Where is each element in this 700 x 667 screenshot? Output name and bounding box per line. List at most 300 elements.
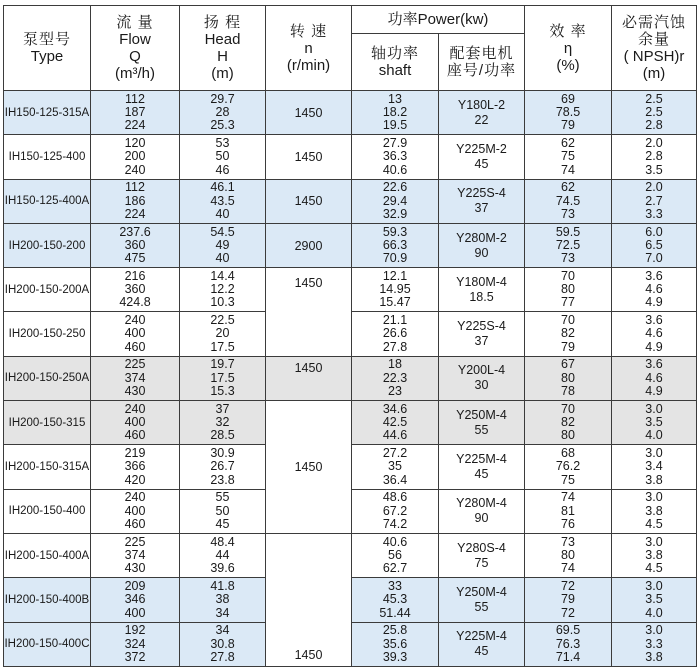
shaft-power-cell-value: 23 [388, 384, 402, 399]
npsh-cell-value: 3.0 [645, 490, 663, 505]
speed-value: 1450 [294, 149, 323, 164]
npsh-cell [612, 179, 697, 223]
npsh-cell-value: 7.0 [645, 251, 663, 266]
npsh-cell-value: 2.7 [645, 193, 663, 208]
head-cell-value: 22.5 [210, 313, 235, 328]
head-cell [180, 312, 266, 356]
npsh-cell [612, 356, 697, 400]
flow-cell [91, 135, 180, 179]
npsh-cell-value: 6.0 [645, 224, 663, 239]
efficiency-cell-value: 62 [561, 180, 575, 195]
motor-frame: Y225S-4 [457, 319, 506, 334]
model-cell: IH200-150-315A [4, 445, 91, 489]
flow-cell-value: 225 [124, 357, 146, 372]
model-cell: IH200-150-400 [4, 489, 91, 533]
efficiency-cell-value: 73 [561, 206, 575, 221]
table-row [4, 268, 697, 312]
motor-power: 55 [474, 422, 489, 437]
model-cell: IH200-150-200 [4, 223, 91, 267]
flow-cell-value: 209 [124, 578, 146, 593]
efficiency-cell-value: 82 [561, 326, 575, 341]
flow-cell [91, 223, 180, 267]
flow-cell-value: 360 [124, 237, 146, 252]
flow-cell-value: 192 [124, 623, 146, 638]
head-cell-value: 15.3 [210, 384, 235, 399]
npsh-cell-value: 4.5 [645, 516, 663, 531]
head-cell [180, 489, 266, 533]
head-cell-value: 40 [215, 251, 230, 266]
npsh-cell [612, 622, 697, 666]
speed-value: 1450 [294, 194, 323, 209]
efficiency-cell [525, 223, 612, 267]
flow-cell-value: 475 [124, 251, 146, 266]
speed-value: 2900 [294, 238, 323, 253]
efficiency-cell-value: 75 [561, 472, 575, 487]
npsh-cell-value: 3.8 [645, 503, 663, 518]
motor-cell [439, 223, 525, 267]
motor-frame: Y250M-4 [456, 584, 507, 599]
head-cell-value: 28 [215, 105, 230, 119]
table-row [4, 401, 697, 445]
table-row [4, 91, 697, 135]
npsh-cell-value: 4.5 [645, 561, 663, 576]
motor-frame: Y225M-2 [456, 141, 507, 156]
npsh-cell [612, 91, 697, 135]
flow-cell [91, 401, 180, 445]
efficiency-cell [525, 312, 612, 356]
npsh-cell [612, 223, 697, 267]
flow-cell [91, 268, 180, 312]
efficiency-cell [525, 91, 612, 135]
head-cell [180, 179, 266, 223]
speed-value: 1450 [294, 360, 323, 375]
flow-cell-value: 216 [124, 268, 146, 283]
shaft-power-cell-value: 51.44 [379, 605, 411, 620]
npsh-cell-value: 2.0 [645, 136, 663, 150]
efficiency-cell-value: 80 [561, 428, 575, 443]
head-cell-value: 17.5 [210, 370, 235, 385]
motor-power: 90 [474, 245, 489, 260]
npsh-cell-value: 4.6 [645, 370, 663, 385]
motor-power: 45 [474, 156, 489, 171]
flow-cell-value: 200 [124, 149, 146, 164]
npsh-cell [612, 445, 697, 489]
head-cell-value: 49 [215, 237, 230, 252]
head-cell [180, 356, 266, 400]
motor-cell [439, 91, 525, 135]
header-head: 扬 程 Head H (m) [180, 6, 266, 91]
efficiency-cell [525, 401, 612, 445]
shaft-power-cell-value: 33 [388, 578, 402, 593]
flow-cell-value: 360 [124, 282, 146, 297]
efficiency-cell-value: 72 [561, 578, 575, 593]
flow-cell-value: 460 [124, 339, 146, 354]
header-model: 泵型号 Type [4, 6, 91, 91]
flow-cell-value: 112 [125, 91, 145, 106]
model-cell: IH200-150-400B [4, 578, 91, 622]
model-cell: IH200-150-250 [4, 312, 91, 356]
npsh-cell-value: 3.8 [645, 472, 663, 487]
head-cell-value: 48.4 [210, 534, 235, 549]
shaft-power-cell [352, 356, 439, 400]
model-cell: IH150-125-400A [4, 179, 91, 223]
shaft-power-cell-value: 42.5 [382, 415, 408, 430]
shaft-power-cell-value: 26.6 [382, 326, 408, 341]
efficiency-cell-value: 80 [561, 282, 575, 297]
motor-cell [439, 622, 525, 666]
head-cell-value: 43.5 [210, 193, 235, 208]
npsh-cell-value: 3.5 [645, 592, 663, 607]
speed-cell [266, 268, 352, 357]
head-cell-value: 46.1 [210, 180, 235, 195]
flow-cell [91, 356, 180, 400]
shaft-power-cell-value: 56 [388, 547, 402, 562]
efficiency-cell-value: 70 [561, 313, 575, 328]
shaft-power-cell-value: 13 [388, 91, 402, 106]
efficiency-cell-value: 72.5 [555, 237, 581, 252]
motor-frame: Y180L-2 [457, 97, 506, 112]
shaft-power-cell [352, 91, 439, 135]
flow-cell [91, 445, 180, 489]
efficiency-cell-value: 70 [561, 401, 575, 416]
motor-power: 45 [474, 467, 489, 482]
shaft-power-cell-value: 18.2 [382, 105, 408, 119]
motor-frame: Y200L-4 [457, 363, 506, 378]
npsh-cell-value: 4.9 [645, 295, 663, 310]
head-cell-value: 44 [215, 547, 230, 562]
flow-cell-value: 187 [124, 105, 146, 119]
shaft-power-cell [352, 401, 439, 445]
head-cell-value: 53 [215, 136, 230, 150]
head-cell-value: 23.8 [210, 472, 235, 487]
flow-cell-value: 460 [124, 428, 146, 443]
npsh-cell-value: 3.0 [645, 623, 663, 638]
shaft-power-cell [352, 223, 439, 267]
shaft-power-cell-value: 22.3 [382, 370, 408, 385]
head-cell [180, 622, 266, 666]
efficiency-cell-value: 73 [561, 534, 575, 549]
flow-cell-value: 237.6 [119, 224, 151, 239]
flow-cell [91, 179, 180, 223]
efficiency-cell-value: 79 [561, 592, 575, 607]
shaft-power-cell-value: 45.3 [382, 592, 408, 607]
head-cell-value: 50 [215, 149, 230, 164]
shaft-power-cell-value: 14.95 [379, 282, 411, 297]
speed-value: 1450 [294, 647, 323, 662]
speed-cell [266, 401, 352, 534]
speed-cell [266, 533, 352, 666]
efficiency-cell-value: 79 [561, 118, 575, 133]
efficiency-cell [525, 533, 612, 577]
shaft-power-cell [352, 179, 439, 223]
flow-cell-value: 460 [124, 516, 146, 531]
speed-cell [266, 223, 352, 267]
shaft-power-cell [352, 622, 439, 666]
npsh-cell-value: 3.6 [645, 313, 663, 328]
shaft-power-cell [352, 312, 439, 356]
motor-power: 90 [474, 511, 489, 526]
header-npsh: 必需汽蚀 余量 ( NPSH)r (m) [612, 6, 697, 91]
flow-cell-value: 420 [124, 472, 146, 487]
efficiency-cell-value: 74.5 [555, 193, 581, 208]
flow-cell-value: 346 [124, 592, 146, 607]
efficiency-cell-value: 74 [561, 490, 575, 505]
shaft-power-cell-value: 66.3 [382, 237, 408, 252]
table-body [4, 91, 697, 667]
npsh-cell-value: 3.4 [645, 459, 663, 474]
npsh-cell-value: 2.5 [645, 91, 663, 106]
motor-power: 30 [474, 378, 489, 393]
npsh-cell-value: 2.8 [645, 118, 663, 133]
efficiency-cell [525, 268, 612, 312]
efficiency-cell-value: 74 [561, 561, 575, 576]
motor-cell [439, 533, 525, 577]
head-cell [180, 445, 266, 489]
head-cell-value: 12.2 [210, 282, 235, 297]
shaft-power-cell-value: 39.3 [382, 649, 408, 664]
speed-cell [266, 179, 352, 223]
npsh-cell-value: 2.0 [645, 180, 663, 195]
table-row [4, 179, 697, 223]
flow-cell [91, 91, 180, 135]
head-cell-value: 26.7 [210, 459, 235, 474]
speed-value: 1450 [294, 276, 323, 291]
efficiency-cell-value: 78 [561, 384, 575, 399]
shaft-power-cell-value: 59.3 [382, 224, 408, 239]
efficiency-cell-value: 75 [561, 149, 575, 164]
table-row [4, 356, 697, 400]
npsh-cell-value: 4.0 [645, 428, 663, 443]
efficiency-cell-value: 69.5 [555, 623, 581, 638]
head-cell [180, 268, 266, 312]
efficiency-cell-value: 80 [561, 547, 575, 562]
flow-cell-value: 240 [124, 490, 146, 505]
head-cell [180, 401, 266, 445]
flow-cell-value: 400 [124, 605, 146, 620]
table-row [4, 223, 697, 267]
motor-power: 37 [474, 334, 489, 349]
npsh-cell [612, 578, 697, 622]
head-cell-value: 45 [215, 516, 230, 531]
npsh-cell [612, 268, 697, 312]
head-cell [180, 578, 266, 622]
motor-power: 45 [474, 644, 489, 659]
efficiency-cell-value: 82 [561, 415, 575, 430]
model-cell: IH200-150-400A [4, 533, 91, 577]
shaft-power-cell-value: 22.6 [382, 180, 408, 195]
flow-cell-value: 219 [124, 446, 146, 461]
efficiency-cell-value: 62 [561, 136, 575, 150]
npsh-cell-value: 4.6 [645, 282, 663, 297]
speed-cell [266, 356, 352, 400]
head-cell [180, 91, 266, 135]
shaft-power-cell-value: 15.47 [379, 295, 411, 310]
efficiency-cell [525, 445, 612, 489]
head-cell [180, 135, 266, 179]
flow-cell-value: 240 [124, 313, 146, 328]
shaft-power-cell-value: 25.8 [382, 623, 408, 638]
shaft-power-cell-value: 29.4 [382, 193, 408, 208]
npsh-cell-value: 4.6 [645, 326, 663, 341]
head-cell-value: 27.8 [210, 649, 235, 664]
efficiency-cell-value: 73 [561, 251, 575, 266]
flow-cell-value: 424.8 [119, 295, 151, 310]
header-shaft-power: 轴功率 shaft [352, 34, 439, 91]
motor-frame: Y280M-4 [456, 496, 507, 511]
head-cell-value: 28.5 [210, 428, 235, 443]
npsh-cell-value: 3.5 [645, 415, 663, 430]
head-cell-value: 39.6 [210, 561, 235, 576]
header-flow: 流 量 Flow Q (m³/h) [91, 6, 180, 91]
flow-cell-value: 374 [124, 547, 146, 562]
flow-cell [91, 312, 180, 356]
flow-cell-value: 225 [124, 534, 146, 549]
shaft-power-cell-value: 27.2 [382, 446, 408, 461]
shaft-power-cell-value: 44.6 [382, 428, 408, 443]
shaft-power-cell-value: 19.5 [382, 118, 408, 133]
efficiency-cell-value: 76.3 [555, 636, 581, 651]
header-power-group: 功率Power(kw) [352, 6, 525, 34]
efficiency-cell-value: 78.5 [555, 105, 581, 119]
npsh-cell [612, 401, 697, 445]
flow-cell [91, 578, 180, 622]
flow-cell-value: 186 [124, 193, 146, 208]
model-cell: IH150-125-315A [4, 91, 91, 135]
npsh-cell-value: 2.5 [645, 105, 663, 119]
flow-cell-value: 430 [124, 384, 146, 399]
shaft-power-cell-value: 36.3 [382, 149, 408, 164]
head-cell [180, 223, 266, 267]
shaft-power-cell-value: 35.6 [382, 636, 408, 651]
motor-frame: Y280S-4 [457, 540, 506, 555]
npsh-cell-value: 4.9 [645, 384, 663, 399]
shaft-power-cell-value: 74.2 [382, 516, 408, 531]
npsh-cell-value: 3.8 [645, 547, 663, 562]
head-cell-value: 30.9 [210, 446, 235, 461]
head-cell-value: 32 [215, 415, 230, 430]
npsh-cell-value: 3.6 [645, 268, 663, 283]
npsh-cell-value: 3.0 [645, 578, 663, 593]
npsh-cell [612, 312, 697, 356]
efficiency-cell [525, 578, 612, 622]
efficiency-cell-value: 81 [561, 503, 575, 518]
npsh-cell-value: 6.5 [645, 237, 663, 252]
shaft-power-cell [352, 135, 439, 179]
head-cell-value: 34 [215, 623, 230, 638]
efficiency-cell-value: 76 [561, 516, 575, 531]
efficiency-cell-value: 68 [561, 446, 575, 461]
efficiency-cell-value: 76.2 [555, 459, 581, 474]
shaft-power-cell [352, 533, 439, 577]
shaft-power-cell-value: 36.4 [382, 472, 408, 487]
shaft-power-cell [352, 489, 439, 533]
shaft-power-cell-value: 12.1 [382, 268, 408, 283]
flow-cell-value: 400 [124, 415, 146, 430]
motor-power: 55 [474, 599, 489, 614]
model-cell: IH200-150-315 [4, 401, 91, 445]
flow-cell [91, 489, 180, 533]
efficiency-cell-value: 69 [561, 91, 575, 106]
table-row [4, 135, 697, 179]
head-cell-value: 25.3 [210, 118, 235, 133]
shaft-power-cell-value: 21.1 [382, 313, 408, 328]
head-cell-value: 10.3 [210, 295, 235, 310]
shaft-power-cell [352, 268, 439, 312]
efficiency-cell-value: 70 [561, 268, 575, 283]
npsh-cell-value: 2.8 [645, 149, 663, 164]
model-cell: IH150-125-400 [4, 135, 91, 179]
speed-value: 1450 [294, 105, 323, 120]
head-cell-value: 54.5 [210, 224, 235, 239]
motor-frame: Y225M-4 [456, 452, 507, 467]
motor-power: 18.5 [469, 289, 494, 304]
efficiency-cell [525, 179, 612, 223]
flow-cell-value: 374 [124, 370, 146, 385]
shaft-power-cell [352, 578, 439, 622]
motor-frame: Y225S-4 [457, 186, 506, 201]
shaft-power-cell-value: 40.6 [382, 162, 408, 177]
efficiency-cell-value: 71.4 [555, 649, 581, 664]
pump-spec-table [3, 5, 697, 667]
efficiency-cell-value: 72 [561, 605, 575, 620]
npsh-cell [612, 533, 697, 577]
efficiency-cell-value: 79 [561, 339, 575, 354]
head-cell-value: 19.7 [210, 357, 235, 372]
shaft-power-cell-value: 34.6 [382, 401, 408, 416]
motor-frame: Y180M-4 [456, 274, 507, 289]
motor-cell [439, 578, 525, 622]
motor-cell [439, 268, 525, 312]
motor-cell [439, 179, 525, 223]
header-efficiency: 效 率 η (%) [525, 6, 612, 91]
flow-cell-value: 372 [124, 649, 146, 664]
efficiency-cell-value: 77 [561, 295, 575, 310]
shaft-power-cell-value: 40.6 [382, 534, 408, 549]
flow-cell-value: 400 [124, 503, 146, 518]
model-cell: IH200-150-250A [4, 356, 91, 400]
motor-cell [439, 401, 525, 445]
header-motor: 配套电机 座号/功率 [439, 34, 525, 91]
motor-power: 75 [474, 555, 489, 570]
head-cell-value: 14.4 [210, 268, 235, 283]
motor-power: 37 [474, 201, 489, 216]
efficiency-cell [525, 622, 612, 666]
head-cell-value: 41.8 [210, 578, 235, 593]
npsh-cell-value: 3.0 [645, 401, 663, 416]
npsh-cell-value: 4.0 [645, 605, 663, 620]
flow-cell-value: 224 [124, 206, 146, 221]
head-cell-value: 55 [215, 490, 230, 505]
flow-cell [91, 533, 180, 577]
shaft-power-cell-value: 70.9 [382, 251, 408, 266]
efficiency-cell-value: 80 [561, 370, 575, 385]
motor-frame: Y280M-2 [456, 230, 507, 245]
flow-cell-value: 224 [124, 118, 146, 133]
shaft-power-cell-value: 32.9 [382, 206, 408, 221]
flow-cell-value: 400 [124, 326, 146, 341]
header-speed: 转 速 n (r/min) [266, 6, 352, 91]
motor-frame: Y225M-4 [456, 629, 507, 644]
npsh-cell-value: 3.0 [645, 446, 663, 461]
shaft-power-cell-value: 48.6 [382, 490, 408, 505]
head-cell-value: 46 [215, 162, 230, 177]
head-cell-value: 30.8 [210, 636, 235, 651]
head-cell-value: 17.5 [210, 339, 235, 354]
head-cell-value: 40 [215, 206, 230, 221]
motor-cell [439, 356, 525, 400]
efficiency-cell [525, 356, 612, 400]
npsh-cell-value: 3.6 [645, 357, 663, 372]
